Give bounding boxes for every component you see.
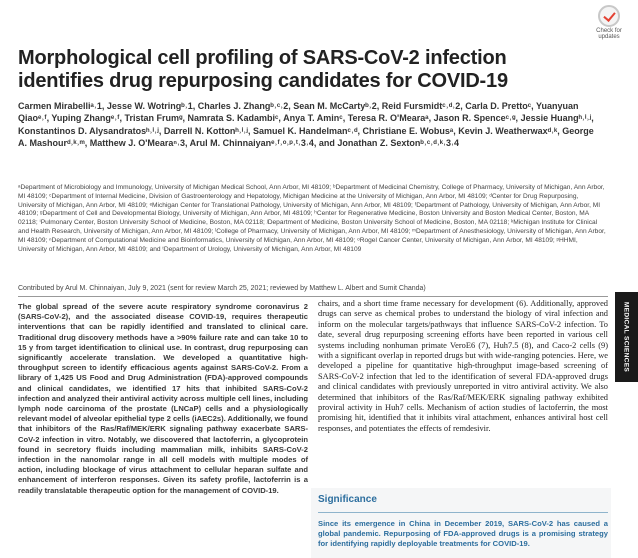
article-title: Morphological cell profiling of SARS-CoV-2 infection identifies drug repurposing candidates for COVID-19 bbox=[18, 47, 508, 92]
author-list: Carmen Mirabelliᵃ˒1, Jesse W. Wotringᵇ˒1, Charles J. Zhangᵇ˒ᶜ˒2, Sean M. McCartyᵇ˒2, Reid Fursmidtᶜ˒ᵈ˒2, Carla D. Prettoᶜ, Yuanyuan Qiaoᵉ˒ᶠ, Yuping Zhangᵉ˒ᶠ, Tristan Frumᵍ, Namrata S. Kadambiᶜ, Anya T. Aminᶜ, Teresa R. O'Mearaᵃ, Jason R. Spenceᶜ˒ᵍ, Jessie Huangʰ˒ⁱ˒ʲ, Konstantinos D. Alysandratosʰ˒ⁱ˒ʲ, Darrell N. Kottonʰ˒ⁱ˒ʲ, Samuel K. Handelmanᶜ˒ᵈ, Christiane E. Wobusᵃ, Kevin J. Weatherwaxᵈ˒ᵏ, George A. Mashourᵈ˒ᵏ˒ᵐ, Matthew J. O'Mearaⁿ˒3, Arul M. Chinnaiyanᵉ˒ᶠ˒ᵒ˒ᵖ˒ᵗ˒3˒4, and Jonathan Z. Sextonᵇ˒ᶜ˒ᵈ˒ᵏ˒3˒4 bbox=[18, 101, 594, 149]
divider bbox=[18, 296, 608, 297]
affiliations: ᵃDepartment of Microbiology and Immunology, University of Michigan Medical School, Ann Arbor, MI 48109; ᵇDepartment of Medicinal Chemistry, College of Pharmacy, University of Michigan, Ann Arbor, MI 48109; ᶜDepartment of Internal Medicine, Division of Gastroenterology and Hepatology, Michigan Medicine at the University of Michigan, Ann Arbor, MI 48109; ᵈCenter for Drug Repurposing, University of Michigan, Ann Arbor, MI 48109; ᵉMichigan Center for Translational Pathology, University of Michigan, Ann Arbor, MI 48109; ᶠDepartment of Pathology, University of Michigan, Ann Arbor, MI 48109; ᵍDepartment of Cell and Developmental Biology, University of Michigan, Ann Arbor, MI 48109; ʰCenter for Regenerative Medicine, Boston University and Boston Medical Center, Boston, MA 02118; ⁱPulmonary Center, Boston University School of Medicine, Boston, MA 02118; ʲDepartment of Medicine, Boston University School of Medicine, Boston, MA 02118; ᵏMichigan Institute for Clinical and Health Research, University of Michigan, Ann Arbor, MI 48109; ˡCollege of Pharmacy, University of Michigan, Ann Arbor, MI 48109; ᵐDepartment of Anesthesiology, University of Michigan, Ann Arbor, MI 48109; ⁿDepartment of Computational Medicine and Bioinformatics, University of Michigan, Ann Arbor, MI 48109; ᵒRogel Cancer Center, University of Michigan, Ann Arbor, MI 48109; ᵖHHMI, University of Michigan, Ann Arbor, MI 48109; and ᵗDepartment of Urology, University of Michigan, Ann Arbor, MI 48109 bbox=[18, 184, 606, 253]
significance-text: Since its emergence in China in December 2019, SARS-CoV-2 has caused a global pandemic. Repurposing of FDA-approved drugs is a promising strategy for identifying rapidly deployable treatments for COVID-19. bbox=[318, 519, 608, 548]
section-label: MEDICAL SCIENCES bbox=[622, 301, 630, 373]
contribution-note: Contributed by Arul M. Chinnaiyan, July 9, 2021 (sent for review March 25, 2021; reviewed by Matthew L. Albert and Sumit Chanda) bbox=[18, 285, 426, 292]
significance-divider bbox=[318, 512, 608, 513]
intro-text: chairs, and a short time frame necessary for development (6). Additionally, approved drugs can serve as chemical probes to understand the biology of viral infection and inform on the molecular targets/pathways that influence SARS-CoV-2 infection. To date, several drug repurposing screening efforts have been reported in various cell systems including nonhuman primate VeroE6 (7), Huh7.5 (8), and Caco-2 cells (9) with a significant overlap in reported drugs but with wide-ranging potencies. Here, we developed a pipeline for quantitative high-throughput image-based screening of SARS-CoV-2 infection that led to the identification of several FDA-approved drugs and clinical candidates with previously unreported in vitro antiviral activity. We also determined that inhibitors of the Ras/Raf/MEK/ERK signaling pathway exhibited proviral activity in Huh7 cells. Mechanism of action studies of lactoferrin, the most promising hit, identified that it inhibits viral attachment, enhances antiviral host cell responses, and potentiates the effects of remdesivir. bbox=[318, 299, 608, 433]
significance-heading: Significance bbox=[318, 494, 377, 505]
check-for-updates-badge[interactable] bbox=[590, 5, 628, 43]
abstract: The global spread of the severe acute respiratory syndrome coronavirus 2 (SARS-CoV-2), and the associated disease COVID-19, requires therapeutic interventions that can be rapidly identified and translated to clinical care. Traditional drug discovery methods have a >90% failure rate and can take 10 to 15 y from target identification to clinical use. In contrast, drug repurposing can significantly accelerate translation. We developed a quantitative high-throughput screen to identify efficacious agents against SARS-CoV-2. From a library of 1,425 US Food and Drug Administration (FDA)-approved compounds and clinical candidates, we identified 17 hits that inhibited SARS-CoV-2 infection and analyzed their antiviral activity across multiple cell lines, including lymph node carcinoma of the prostate (LNCaP) cells and a physiologically relevant model of alveolar epithelial type 2 cells (iAEC2s). Additionally, we found that inhibitors of the Ras/Raf/MEK/ERK signaling pathway exacerbate SARS-CoV-2 infection in vitro. Notably, we discovered that lactoferrin, a glycoprotein found in secretory fluids including mammalian milk, inhibits SARS-CoV-2 infection in the nanomolar range in all cell models with multiple modes of action, including blockage of virus attachment to cellular heparan sulfate and enhancement of interferon responses. Given its safety profile, lactoferrin is a readily translatable therapeutic option for the management of COVID-19. bbox=[18, 302, 308, 495]
badge-text: Check for updates bbox=[596, 28, 622, 40]
check-icon bbox=[598, 5, 620, 27]
